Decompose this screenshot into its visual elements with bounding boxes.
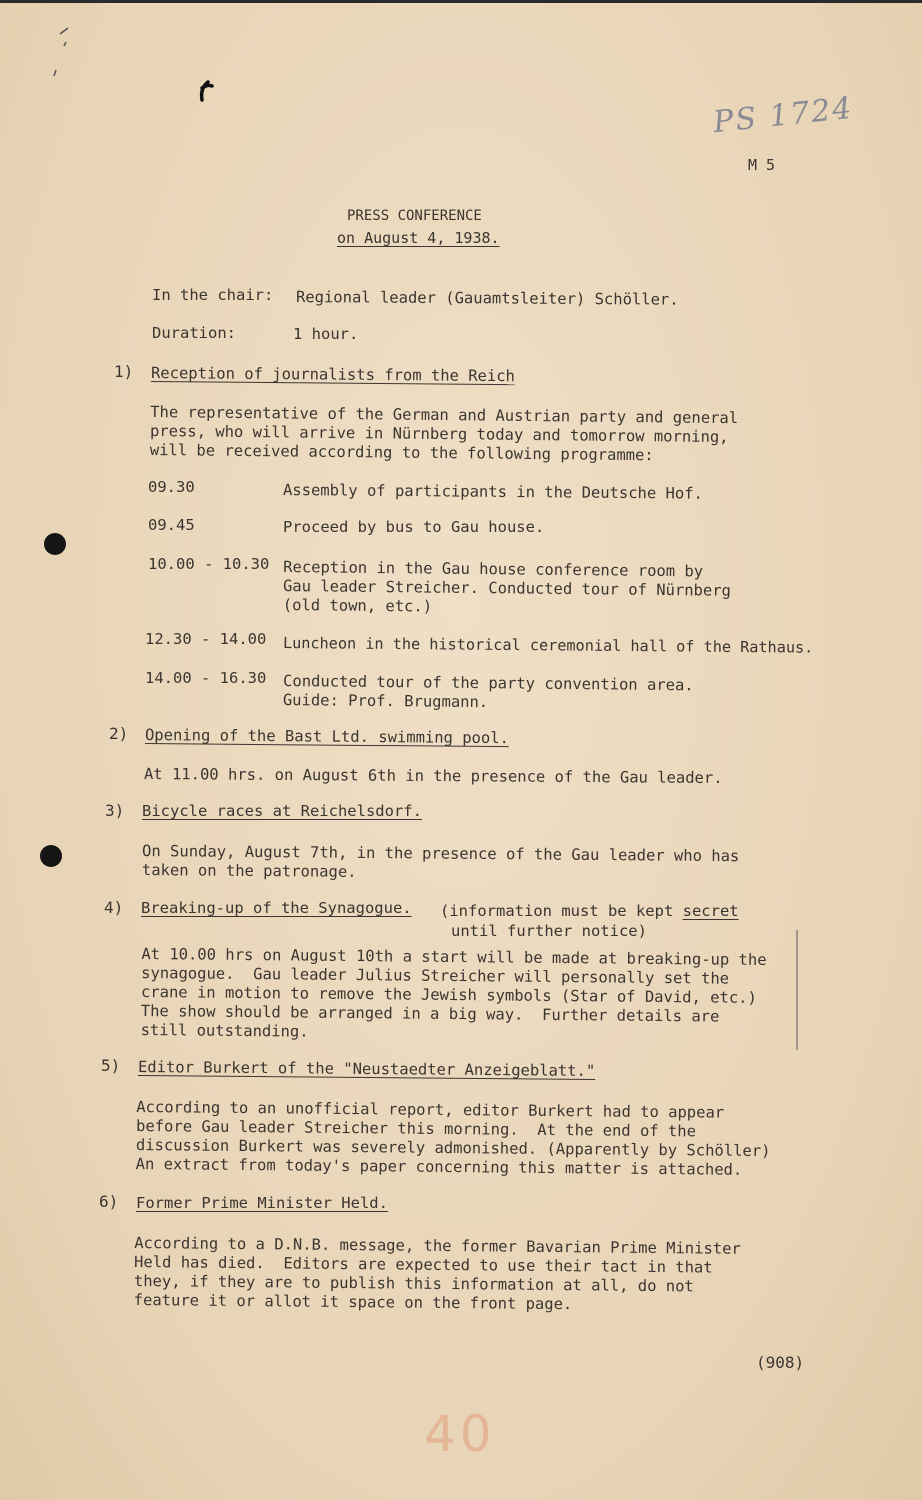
item-heading: Editor Burkert of the "Neustaedter Anzeigeblatt.": [137, 1058, 596, 1080]
ink-mark: [196, 80, 216, 104]
item-number: 6): [99, 1192, 119, 1211]
item-note-secret: secret: [682, 902, 739, 920]
punch-hole: [40, 845, 62, 867]
item-body: According to a D.N.B. message, the former Bavarian Prime Minister Held has died. Editors are expected to use their tact in that they, if they are to publish this information at all, do not feature it or allot it space on the front page.: [133, 1234, 741, 1314]
chair-value: Regional leader (Gauamtsleiter) Schöller.: [295, 288, 679, 309]
item-heading: Reception of journalists from the Reich: [150, 364, 516, 386]
schedule-time: 09.30: [148, 478, 195, 496]
document-number: (908): [756, 1353, 805, 1372]
item-heading: Breaking-up of the Synagogue.: [141, 899, 412, 917]
item-heading: Bicycle races at Reichelsdorf.: [142, 802, 422, 820]
item-heading: Opening of the Bast Ltd. swimming pool.: [144, 726, 510, 748]
item-number: 4): [104, 898, 124, 917]
document-title: PRESS CONFERENCE: [347, 208, 482, 224]
duration-value: 1 hour.: [293, 325, 359, 343]
item-note-line2: until further notice): [451, 922, 647, 940]
item-body: According to an unofficial report, editor Burkert had to appear before Gau leader Streicher this morning. At the end of the discussion Burkert was severely admonished. (Apparently by Schöller) An extract from today's paper concerning this matter is attached.: [135, 1098, 771, 1179]
item-body: At 10.00 hrs on August 10th a start will be made at breaking-up the synagogue. Gau leader Julius Streicher will personally set the crane in motion to remove the Jewish symbols (Star of David, etc.) The show should be arranged in a big way. Further details are still outstanding.: [140, 945, 767, 1041]
item-body: The representative of the German and Austrian party and general press, who will arrive in Nürnberg today and tomorrow morning, will be received according to the following programme:: [149, 403, 739, 465]
page-edge: [0, 0, 922, 3]
item-body: At 11.00 hrs. on August 6th in the presence of the Gau leader.: [143, 765, 723, 788]
item-number: 2): [109, 724, 129, 743]
schedule-desc: Proceed by bus to Gau house.: [283, 518, 545, 536]
document-date: on August 4, 1938.: [337, 229, 500, 247]
schedule-desc: Reception in the Gau house conference room by Gau leader Streicher. Conducted tour of Nürnberg (old town, etc.): [282, 558, 732, 616]
schedule-desc: Luncheon in the historical ceremonial hall of the Rathaus.: [282, 634, 814, 657]
schedule-desc: Assembly of participants in the Deutsche Hof.: [282, 481, 704, 503]
item-body: On Sunday, August 7th, in the presence of the Gau leader who has taken on the patronage.: [141, 842, 740, 881]
item-number: 3): [105, 801, 125, 820]
item-number: 1): [114, 362, 134, 381]
handwritten-archive-ref: PS 1724: [711, 90, 856, 141]
item-note-text: (information must be kept: [440, 902, 674, 920]
chair-label: In the chair:: [152, 286, 274, 304]
schedule-time: 12.30 - 14.00: [145, 630, 267, 648]
schedule-time: 14.00 - 16.30: [145, 669, 267, 687]
schedule-time: 10.00 - 10.30: [148, 555, 270, 573]
item-heading: Former Prime Minister Held.: [136, 1194, 388, 1212]
document-marker: M 5: [748, 156, 776, 174]
duration-label: Duration:: [152, 324, 236, 342]
pencil-mark: [50, 20, 80, 80]
schedule-desc: Conducted tour of the party convention area. Guide: Prof. Brugmann.: [282, 672, 694, 712]
red-page-number: 40: [424, 1405, 496, 1463]
item-number: 5): [101, 1056, 121, 1075]
punch-hole: [44, 533, 66, 555]
item-note: [440, 902, 739, 920]
margin-pencil-line: [796, 930, 798, 1050]
schedule-time: 09.45: [148, 516, 195, 534]
